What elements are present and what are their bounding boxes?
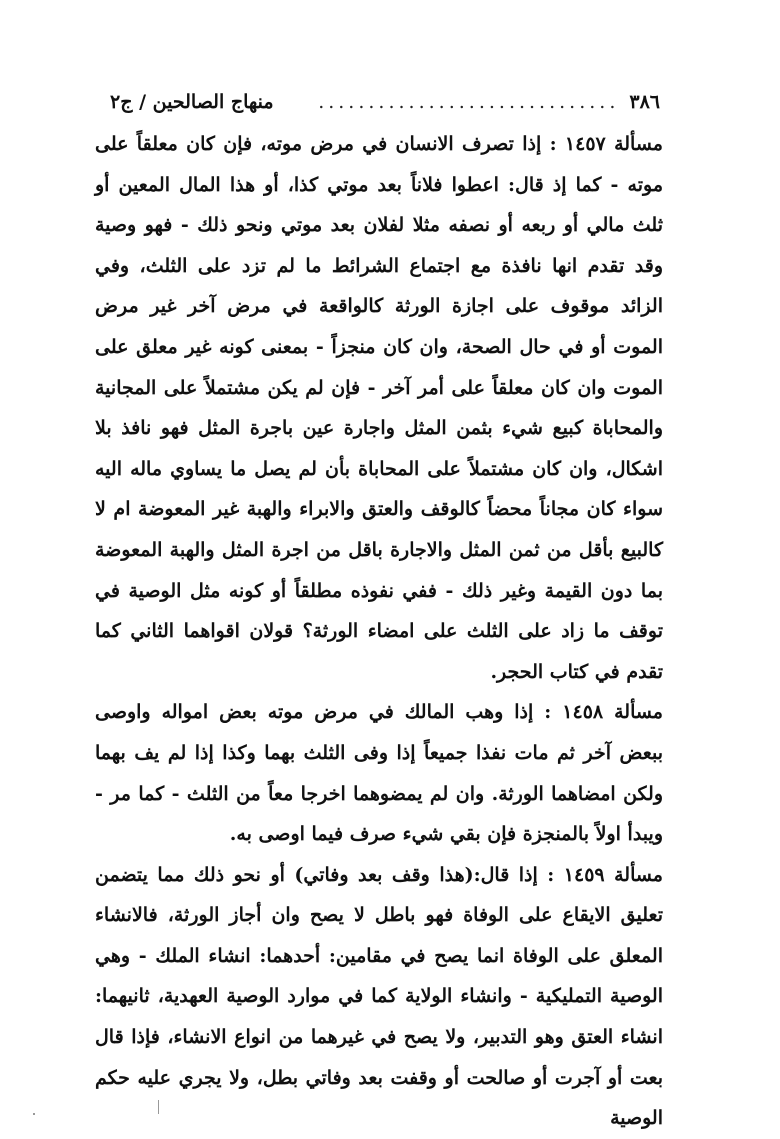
- scan-mark: [158, 1100, 159, 1114]
- issue-text: إذا قال:(هذا وقف بعد وفاتي) أو نحو ذلك مما يتضمن تعليق الايقاع على الوفاة فهو باطل لا يصح وان أجاز الورثة، فالانشاء المعلق على الوفاة انما يصح في مقامين: أحدهما: انشاء الملك - وهي الوصية التمليكية - وانشاء الولاية كما في موارد الوصية العهدية، ثانيهما: انشاء العتق وهو التدبير، ولا يصح في غيرهما من انواع الانشاء، فإذا قال بعت أو آجرت أو صالحت أو وقفت بعد وفاتي بطل، ولا يجري عليه حكم الوصية: [95, 863, 663, 1130]
- page-header: [110, 86, 660, 118]
- issue-1459: [95, 855, 663, 1139]
- body-text: [95, 124, 663, 1139]
- issue-text: إذا تصرف الانسان في مرض موته، فإن كان معلقاً على موته - كما إذ قال: اعطوا فلاناً بعد موتي كذا، أو هذا المال المعين أو ثلث مالي أو ربعه أو نصفه مثلا لفلان بعد موتي ونحو ذلك - فهو وصية وقد تقدم انها نافذة مع اجتماع الشرائط ما لم تزد على الثلث، وفي الزائد موقوف على اجازة الورثة كالواقعة في مرض آخر غير مرض الموت أو في حال الصحة، وان كان منجزاً - بمعنى كونه غير معلق على الموت وان كان معلقاً على أمر آخر - فإن لم يكن مشتملاً على المجانية والمحاباة كبيع شيء بثمن المثل واجارة عين باجرة المثل فهو نافذ بلا اشكال، وان كان مشتملاً على المحاباة بأن لم يصل ما يساوي ماله اليه سواء كان مجاناً محضاً كالوقف والعتق والابراء والهبة غير المعوضة ام لا كالبيع بأقل من ثمن المثل والاجارة باقل من اجرة المثل والهبة المعوضة بما دون القيمة وغير ذلك - ففي نفوذه مطلقاً أو كونه مثل الوصية في توقف ما زاد على الثلث على امضاء الورثة؟ قولان اقواهما الثاني كما تقدم في كتاب الحجر.: [95, 133, 663, 683]
- issue-label: مسألة ١٤٥٧ :: [549, 133, 663, 155]
- issue-1457: [95, 124, 663, 692]
- issue-1458: [95, 692, 663, 854]
- scan-mark: [33, 1113, 35, 1115]
- page-number: ٣٨٦: [629, 91, 660, 113]
- issue-label: مسألة ١٤٥٨ :: [544, 701, 663, 724]
- issue-label: مسألة ١٤٥٩ :: [547, 863, 663, 886]
- leader-dots: ..............................: [318, 91, 620, 113]
- running-title: منهاج الصالحين / ج٢: [110, 91, 274, 113]
- issue-text: إذا وهب المالك في مرض موته بعض امواله واوصى ببعض آخر ثم مات نفذا جميعاً إذا وفى الثلث بهما وكذا إذا لم يف بهما ولكن امضاهما الورثة. وان لم يمضوهما اخرجا معاً من الثلث - كما مر - ويبدأ اولاً بالمنجزة فإن بقي شيء صرف فيما اوصى به.: [95, 701, 663, 846]
